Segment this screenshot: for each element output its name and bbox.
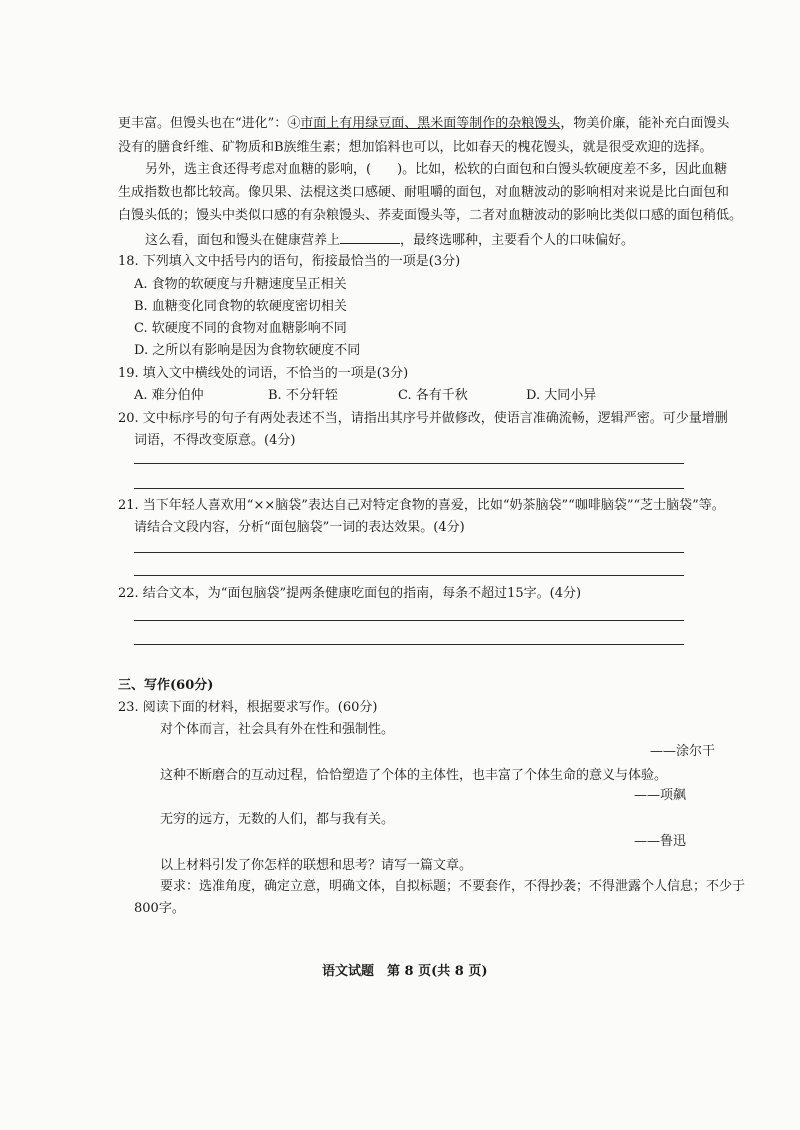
q18-option-c: C. 软硬度不同的食物对血糖影响不同 <box>134 321 347 336</box>
section-3-title: 三、写作(60分) <box>118 678 214 693</box>
q20-stem-line-2: 词语，不得改变原意。(4分) <box>134 433 296 448</box>
quote-1: 对个体而言，社会具有外在性和强制性。 <box>160 722 395 737</box>
passage-text: 更丰富。但馒头也在“进化”：④ <box>118 116 301 131</box>
q22-answer-line-1 <box>134 620 684 621</box>
q19-stem: 19. 填入文中横线处的词语，不恰当的一项是(3分) <box>118 366 409 381</box>
q22-stem: 22. 结合文本，为“面包脑袋”提两条健康吃面包的指南，每条不超过15字。(4分) <box>118 586 582 601</box>
quote-3: 无穷的远方，无数的人们，都与我有关。 <box>160 812 395 827</box>
q23-prompt: 以上材料引发了你怎样的联想和思考？请写一篇文章。 <box>160 858 473 873</box>
passage-line-5: 白馒头低的；馒头中类似口感的有杂粮馒头、荞麦面馒头等，二者对血糖波动的影响比类似口感的面包稍低。 <box>118 208 743 223</box>
passage-line-1 <box>118 114 729 134</box>
q21-stem-line-1: 21. 当下年轻人喜欢用“××脑袋”表达自己对特定食物的喜爱，比如“奶茶脑袋”“咖啡脑袋”“芝士脑袋”等。 <box>118 498 725 513</box>
q19-option-a: A. 难分伯仲 <box>134 388 204 403</box>
quote-2: 这种不断磨合的互动过程，恰恰塑造了个体的主体性，也丰富了个体生命的意义与体验。 <box>160 768 668 783</box>
q22-answer-line-2 <box>134 644 684 645</box>
q21-answer-line-2 <box>134 575 684 576</box>
passage-text: ，物美价廉，能补充白面馒头 <box>560 116 730 131</box>
passage-line-4: 生成指数也都比较高。像贝果、法棍这类口感硬、耐咀嚼的面包，对血糖波动的影响相对来说是比白面包和 <box>118 185 730 200</box>
passage-text: ，最终选哪种，主要看个人的口味偏好。 <box>400 233 635 248</box>
underlined-sentence-4: 市面上有用绿豆面、黑米面等制作的杂粮馒头 <box>300 116 561 131</box>
q23-requirements-line-2: 800字。 <box>134 901 185 916</box>
q20-stem-line-1: 20. 文中标序号的句子有两处表述不当，请指出其序号并做修改，使语言准确流畅，逻辑严密。可少量增删 <box>118 411 728 426</box>
quote-1-author: ——涂尔干 <box>650 744 716 759</box>
q18-option-b: B. 血糖变化同食物的软硬度密切相关 <box>134 299 347 314</box>
q21-stem-line-2: 请结合文段内容，分析“面包脑袋”一词的表达效果。(4分) <box>134 520 465 535</box>
q18-option-d: D. 之所以有影响是因为食物软硬度不同 <box>134 343 361 358</box>
q20-answer-line-1 <box>134 463 684 464</box>
q18-stem: 18. 下列填入文中括号内的语句，衔接最恰当的一项是(3分) <box>118 254 461 269</box>
passage-line-6 <box>145 229 634 251</box>
q23-stem: 23. 阅读下面的材料，根据要求写作。(60分) <box>118 700 378 715</box>
passage-line-2: 没有的膳食纤维、矿物质和B族维生素；想加馅料也可以，比如春天的槐花馒头，就是很受欢迎的选择。 <box>118 140 713 155</box>
q19-option-d: D. 大同小异 <box>526 388 597 403</box>
q18-option-a: A. 食物的软硬度与升糖速度呈正相关 <box>134 277 347 292</box>
passage-line-3: 另外，选主食还得考虑对血糖的影响，( )。比如，松软的白面包和白馒头软硬度差不多，因此血糖 <box>145 162 728 177</box>
page-footer: 语文试题 第 8 页(共 8 页) <box>322 964 488 979</box>
quote-2-author: ——项飙 <box>634 788 687 803</box>
q21-answer-line-1 <box>134 552 684 553</box>
passage-text: 这么看，面包和馒头在健康营养上 <box>145 233 341 248</box>
quote-3-author: ——鲁迅 <box>634 834 687 849</box>
q19-option-b: B. 不分轩轾 <box>268 388 338 403</box>
q19-option-c: C. 各有千秋 <box>398 388 468 403</box>
q20-answer-line-2 <box>134 488 684 489</box>
q23-requirements-line-1: 要求：选准角度，确定立意，明确文体，自拟标题；不要套作，不得抄袭；不得泄露个人信息；不少于 <box>160 879 746 894</box>
fill-blank <box>340 229 400 244</box>
